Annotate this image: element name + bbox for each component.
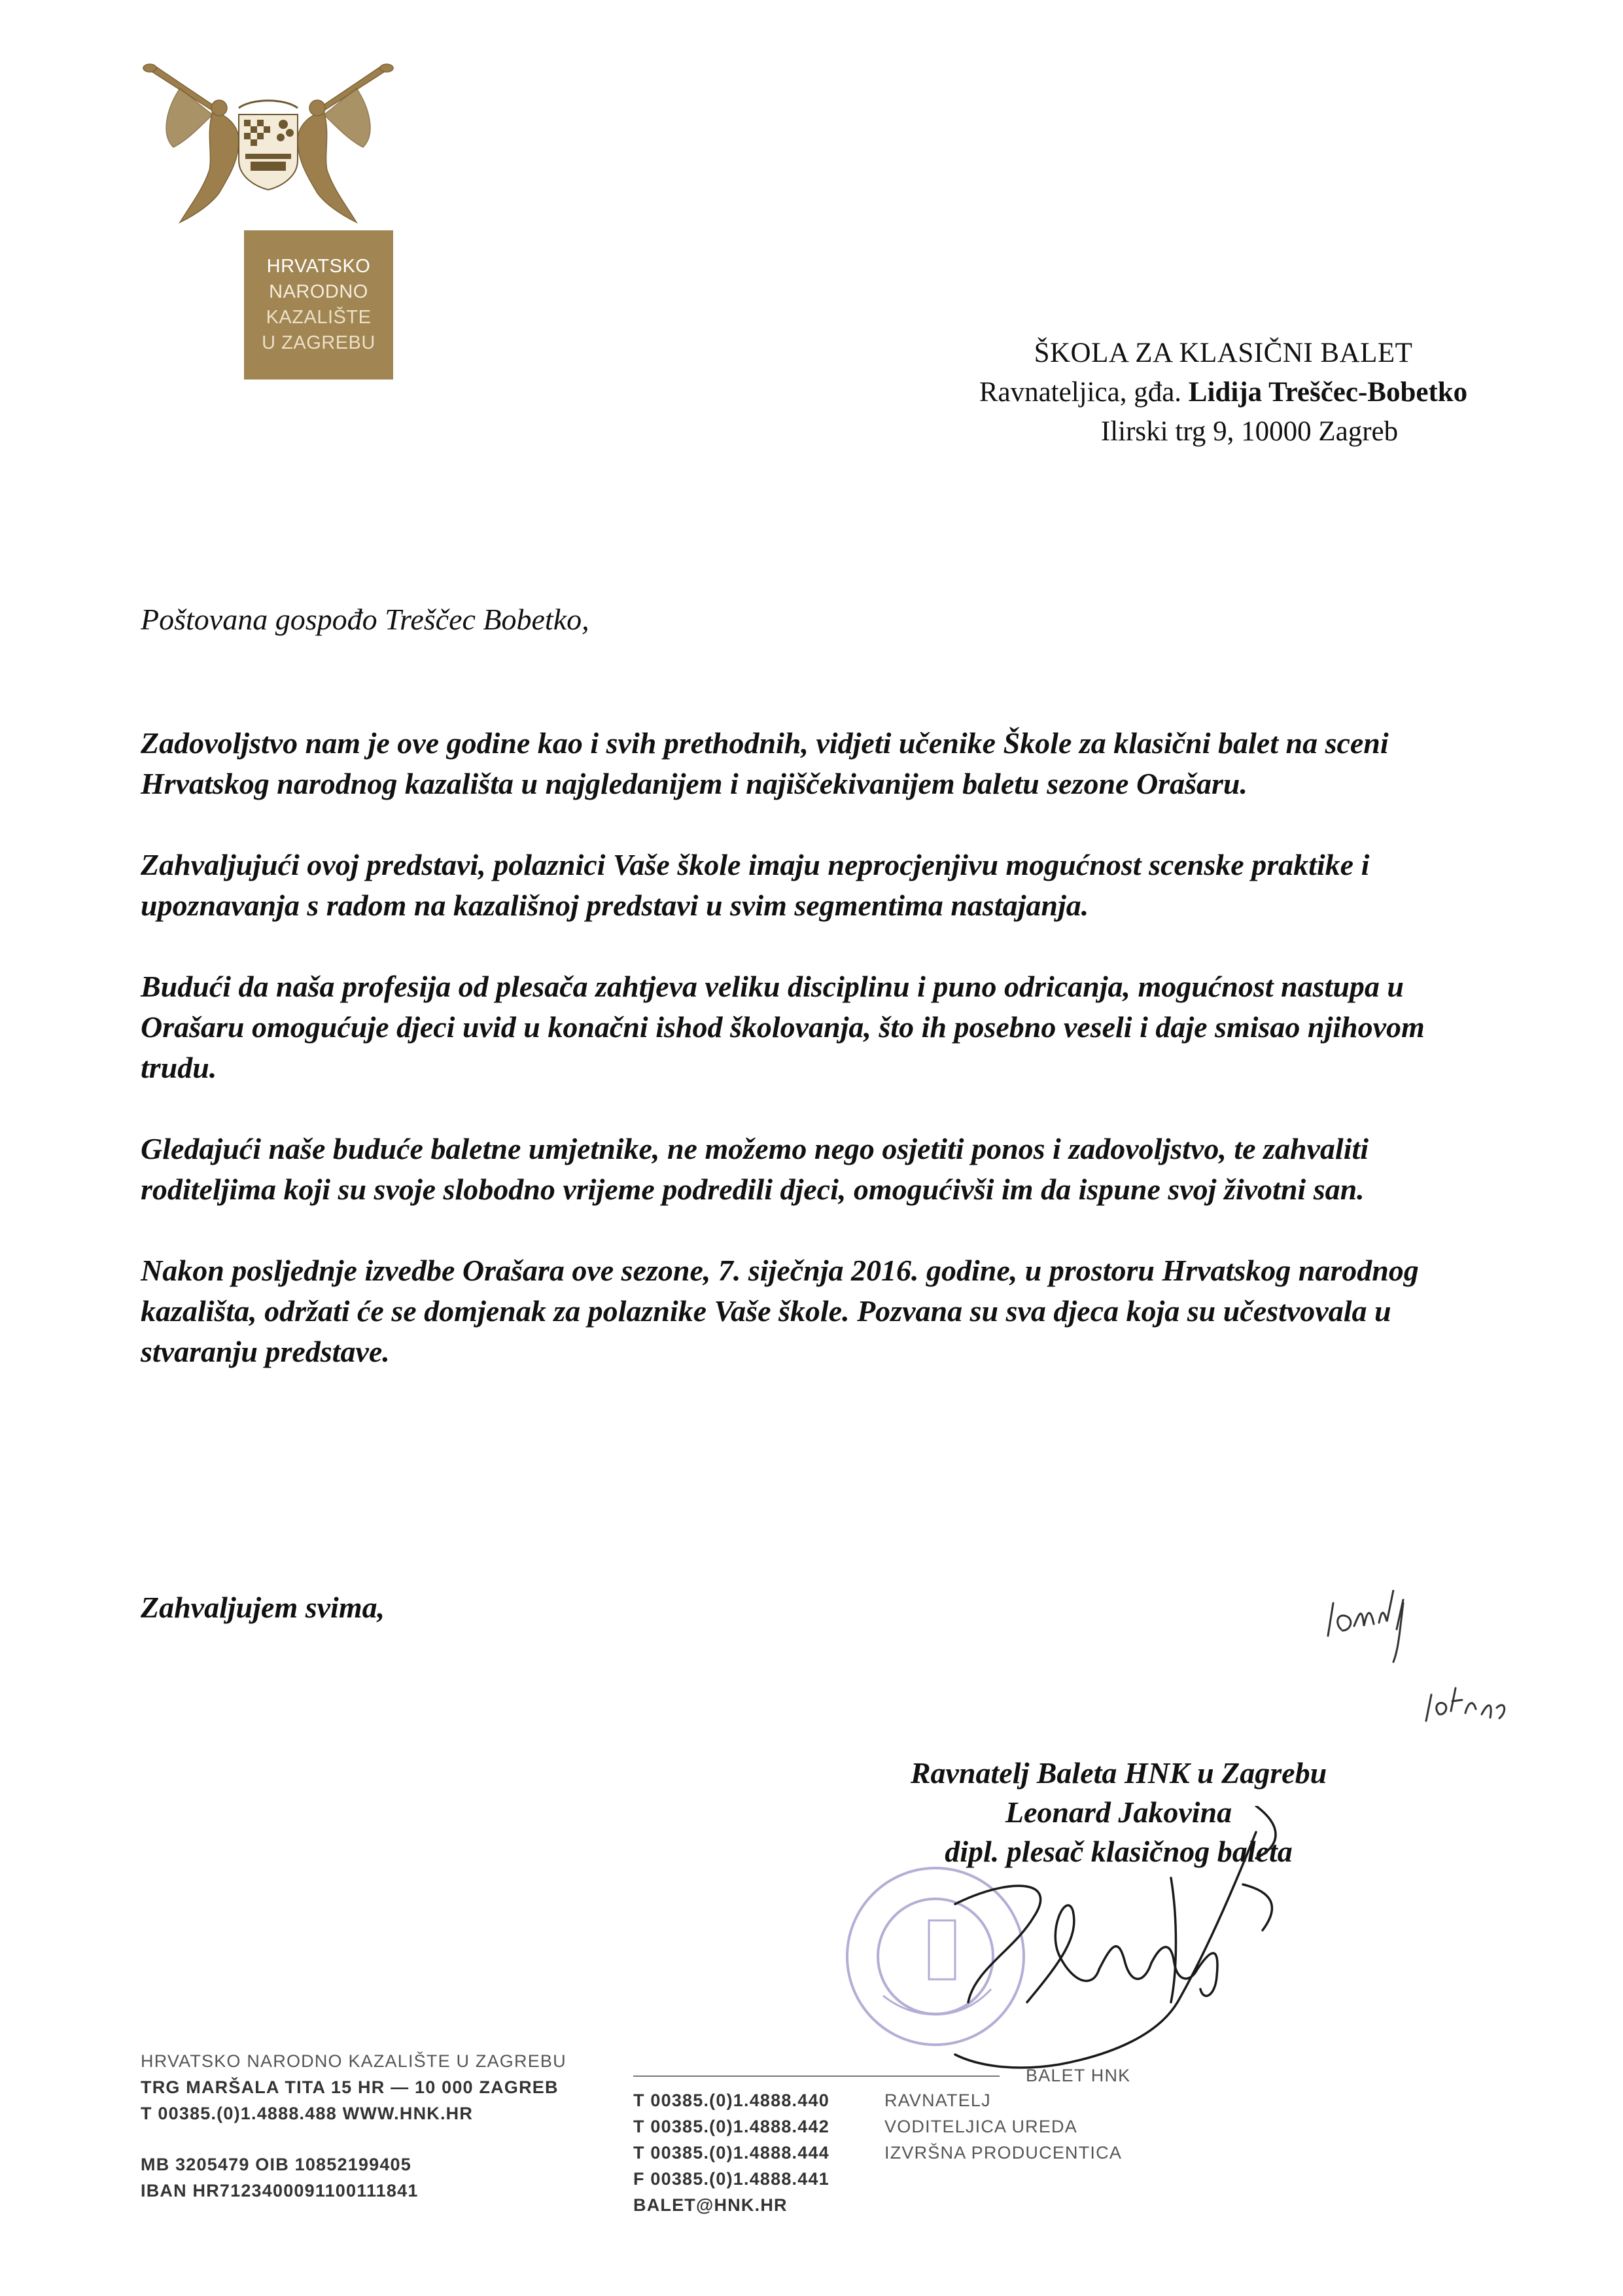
footer-contact-number: F 00385.(0)1.4888.441 (633, 2169, 829, 2189)
logo-line-3: KAZALIŠTE (266, 307, 372, 328)
footer-contact-role: IZVRŠNA PRODUCENTICA (884, 2143, 1123, 2163)
footer-department: BALET HNK (1026, 2066, 1131, 2085)
footer-iban: IBAN HR7123400091100111841 (141, 2181, 419, 2200)
logo-line-1: HRVATSKO (266, 256, 371, 277)
letter-body (141, 723, 1488, 1413)
footer-contact-roles (884, 2087, 1122, 2166)
footer-contact-role: VODITELJICA UREDA (884, 2117, 1077, 2136)
recipient-street: Ilirski trg 9, 10000 Zagreb (1100, 416, 1399, 447)
body-paragraph-3: Budući da naša profesija od plesača zahtjeva veliku disciplinu i puno odricanja, mogućnost nastupa u Orašaru omogućuje djeci uvid u konačni ishod školovanja, što ih posebno veseli i daje smisao njihovom trudu. (141, 970, 1425, 1084)
recipient-address (890, 334, 1557, 451)
logo-line-4: U ZAGREBU (262, 332, 375, 353)
recipient-school: ŠKOLA ZA KLASIČNI BALET (1034, 338, 1413, 368)
body-paragraph-5: Nakon posljednje izvedbe Orašara ove sezone, 7. siječnja 2016. godine, u prostoru Hrvatskog narodnog kazališta, održati će se domjenak za polaznike Vaše škole. Pozvana su sva djeca koja su učestvovala u stvaranju predstave. (141, 1254, 1419, 1368)
footer-hnk-info (141, 2048, 567, 2204)
footer-org-name: HRVATSKO NARODNO KAZALIŠTE U ZAGREBU (141, 2051, 567, 2071)
footer-phone-web: T 00385.(0)1.4888.488 WWW.HNK.HR (141, 2104, 474, 2123)
hnk-logo-block (244, 230, 393, 380)
recipient-title: Ravnateljica, gđa. (979, 377, 1182, 408)
signatory-position: Ravnatelj Baleta HNK u Zagrebu (910, 1756, 1327, 1790)
recipient-name: Lidija Treščec-Bobetko (1188, 377, 1468, 408)
body-paragraph-2: Zahvaljujući ovoj predstavi, polaznici Vaše škole imaju neprocjenjivu mogućnost scenske praktike i upoznavanja s radom na kazališnoj predstavi u svim segmentima nastajanja. (141, 848, 1370, 922)
letter-salutation: Poštovana gospođo Treščec Bobetko, (141, 603, 589, 636)
logo-line-2: NARODNO (269, 281, 368, 302)
footer-divider (633, 2075, 1000, 2077)
body-paragraph-4: Gledajući naše buduće baletne umjetnike, ne možemo nego osjetiti ponos i zadovoljstvo, te zahvaliti roditeljima koji su svoje slobodno vrijeme podredili djeci, omogućivši im da ispune svoj životni san. (141, 1132, 1369, 1206)
footer-contact-number: T 00385.(0)1.4888.440 (633, 2091, 829, 2110)
footer-contact-role: RAVNATELJ (884, 2091, 991, 2110)
handwritten-note (1321, 1590, 1537, 1773)
hnk-crest-angels-logo (141, 62, 396, 229)
signatory-qualification: dipl. plesač klasičnog baleta (945, 1835, 1293, 1868)
footer-contact-number: T 00385.(0)1.4888.444 (633, 2143, 829, 2163)
footer-email: BALET@HNK.HR (633, 2195, 788, 2215)
body-paragraph-1: Zadovoljstvo nam je ove godine kao i svih prethodnih, vidjeti učenike Škole za klasični balet na sceni Hrvatskog narodnog kazališta u najgledanijem i najiščekivanijem baletu sezone Orašaru. (141, 726, 1389, 800)
footer-address: TRG MARŠALA TITA 15 HR — 10 000 ZAGREB (141, 2077, 559, 2097)
footer-contact-number: T 00385.(0)1.4888.442 (633, 2117, 829, 2136)
letter-closing: Zahvaljujem svima, (141, 1591, 385, 1624)
handwritten-signature (864, 1806, 1387, 2081)
signatory-name: Leonard Jakovina (1005, 1795, 1232, 1829)
footer-ids: MB 3205479 OIB 10852199405 (141, 2155, 411, 2174)
recipient-director-line (890, 373, 1557, 412)
footer-contact-numbers (633, 2087, 829, 2218)
